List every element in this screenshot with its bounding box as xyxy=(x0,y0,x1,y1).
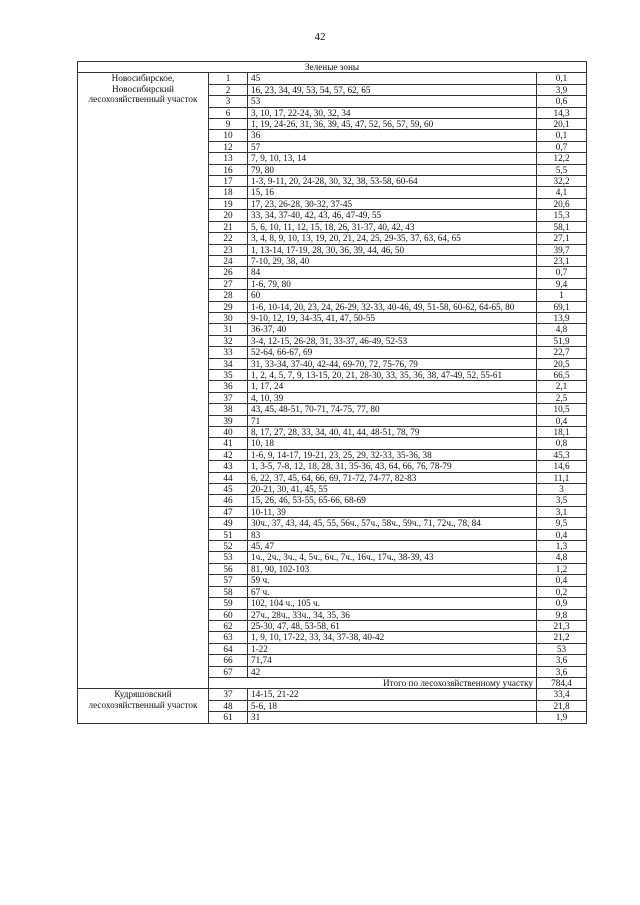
compartments-cell: 15, 26, 46, 53-55, 65-66, 68-69 xyxy=(248,495,537,506)
quarter-number-cell: 60 xyxy=(209,609,248,620)
compartments-cell: 3, 10, 17, 22-24, 30, 32, 34 xyxy=(248,107,537,118)
quarter-number-cell: 27 xyxy=(209,278,248,289)
area-value-cell: 22,7 xyxy=(537,347,587,358)
compartments-cell: 1, 19, 24-26, 31, 36, 39, 45, 47, 52, 56, 57, 59, 60 xyxy=(248,119,537,130)
area-value-cell: 0,1 xyxy=(537,73,587,84)
area-value-cell: 20,1 xyxy=(537,119,587,130)
compartments-cell: 52-64, 66-67, 69 xyxy=(248,347,537,358)
compartments-cell: 57 xyxy=(248,141,537,152)
compartments-cell: 6, 22, 37, 45, 64, 66, 69, 71-72, 74-77, 82-83 xyxy=(248,472,537,483)
compartments-cell: 71,74 xyxy=(248,655,537,666)
compartments-cell: 1-6, 10-14, 20, 23, 24, 26-29, 32-33, 40-46, 49, 51-58, 60-62, 64-65, 80 xyxy=(248,301,537,312)
area-value-cell: 11,1 xyxy=(537,472,587,483)
compartments-cell: 71 xyxy=(248,415,537,426)
area-value-cell: 39,7 xyxy=(537,244,587,255)
area-value-cell: 3,6 xyxy=(537,666,587,677)
area-value-cell: 23,1 xyxy=(537,255,587,266)
compartments-cell: 36 xyxy=(248,130,537,141)
quarter-number-cell: 52 xyxy=(209,541,248,552)
quarter-number-cell: 57 xyxy=(209,575,248,586)
compartments-cell: 1-6, 79, 80 xyxy=(248,278,537,289)
area-value-cell: 0,4 xyxy=(537,529,587,540)
area-value-cell: 9,8 xyxy=(537,609,587,620)
compartments-cell: 45 xyxy=(248,73,537,84)
area-value-cell: 3,6 xyxy=(537,655,587,666)
compartments-cell: 4, 10, 39 xyxy=(248,392,537,403)
quarter-number-cell: 3 xyxy=(209,96,248,107)
quarter-number-cell: 36 xyxy=(209,381,248,392)
area-value-cell: 9,5 xyxy=(537,518,587,529)
quarter-number-cell: 6 xyxy=(209,107,248,118)
total-value-cell: 784,4 xyxy=(537,677,587,688)
quarter-number-cell: 58 xyxy=(209,586,248,597)
section-title: Зеленые зоны xyxy=(78,62,587,73)
area-value-cell: 2,1 xyxy=(537,381,587,392)
compartments-cell: 8, 17, 27, 28, 33, 34, 40, 41, 44, 48-51, 78, 79 xyxy=(248,427,537,438)
quarter-number-cell: 28 xyxy=(209,290,248,301)
quarter-number-cell: 16 xyxy=(209,164,248,175)
quarter-number-cell: 34 xyxy=(209,358,248,369)
area-value-cell: 2,5 xyxy=(537,392,587,403)
quarter-number-cell: 20 xyxy=(209,210,248,221)
compartments-cell: 59 ч. xyxy=(248,575,537,586)
quarter-number-cell: 35 xyxy=(209,369,248,380)
compartments-cell: 1-6, 9, 14-17, 19-21, 23, 25, 29, 32-33, 35-36, 38 xyxy=(248,449,537,460)
area-value-cell: 14,6 xyxy=(537,461,587,472)
area-value-cell: 53 xyxy=(537,643,587,654)
area-value-cell: 1,9 xyxy=(537,712,587,723)
area-value-cell: 1,3 xyxy=(537,541,587,552)
area-value-cell: 4,8 xyxy=(537,552,587,563)
compartments-cell: 25-30, 47, 48, 53-58, 61 xyxy=(248,620,537,631)
quarter-number-cell: 30 xyxy=(209,312,248,323)
compartments-cell: 31, 33-34, 37-40, 42-44, 69-70, 72, 75-76, 79 xyxy=(248,358,537,369)
compartments-cell: 31 xyxy=(248,712,537,723)
quarter-number-cell: 46 xyxy=(209,495,248,506)
quarter-number-cell: 9 xyxy=(209,119,248,130)
quarter-number-cell: 13 xyxy=(209,153,248,164)
compartments-cell: 67 ч. xyxy=(248,586,537,597)
compartments-cell: 3-4, 12-15, 26-28, 31, 33-37, 46-49, 52-53 xyxy=(248,335,537,346)
quarter-number-cell: 63 xyxy=(209,632,248,643)
quarter-number-cell: 59 xyxy=(209,598,248,609)
compartments-cell: 17, 23, 26-28, 30-32, 37-45 xyxy=(248,198,537,209)
quarter-number-cell: 19 xyxy=(209,198,248,209)
compartments-cell: 81, 90, 102-103 xyxy=(248,563,537,574)
compartments-cell: 36-37, 40 xyxy=(248,324,537,335)
quarter-number-cell: 10 xyxy=(209,130,248,141)
quarter-number-cell: 22 xyxy=(209,233,248,244)
area-value-cell: 0,9 xyxy=(537,598,587,609)
compartments-cell: 45, 47 xyxy=(248,541,537,552)
compartments-cell: 9-10, 12, 19, 34-35, 41, 47, 50-55 xyxy=(248,312,537,323)
compartments-cell: 10, 18 xyxy=(248,438,537,449)
quarter-number-cell: 12 xyxy=(209,141,248,152)
quarter-number-cell: 67 xyxy=(209,666,248,677)
compartments-cell: 1, 13-14, 17-19, 28, 30, 36, 39, 44, 46, 50 xyxy=(248,244,537,255)
area-value-cell: 18,1 xyxy=(537,427,587,438)
area-value-cell: 10,5 xyxy=(537,404,587,415)
total-label-cell: Итого по лесохозяйственному участку xyxy=(209,677,537,688)
quarter-number-cell: 64 xyxy=(209,643,248,654)
area-value-cell: 5,5 xyxy=(537,164,587,175)
area-value-cell: 3,5 xyxy=(537,495,587,506)
area-value-cell: 0,4 xyxy=(537,575,587,586)
quarter-number-cell: 40 xyxy=(209,427,248,438)
compartments-cell: 5-6, 18 xyxy=(248,700,537,711)
quarter-number-cell: 38 xyxy=(209,404,248,415)
area-name-cell: Кудряшовский лесохозяйственный участок xyxy=(78,689,209,723)
page-number: 42 xyxy=(314,31,326,43)
area-value-cell: 0,6 xyxy=(537,96,587,107)
area-value-cell: 20,6 xyxy=(537,198,587,209)
compartments-cell: 7-10, 29, 38, 40 xyxy=(248,255,537,266)
section-header-row xyxy=(78,62,587,73)
area-value-cell: 21,8 xyxy=(537,700,587,711)
area-value-cell: 27,1 xyxy=(537,233,587,244)
area-value-cell: 1 xyxy=(537,290,587,301)
table-row xyxy=(78,689,587,700)
compartments-cell: 1-22 xyxy=(248,643,537,654)
quarter-number-cell: 32 xyxy=(209,335,248,346)
area-value-cell: 13,9 xyxy=(537,312,587,323)
quarter-number-cell: 31 xyxy=(209,324,248,335)
compartments-cell: 1, 9, 10, 17-22, 33, 34, 37-38, 40-42 xyxy=(248,632,537,643)
compartments-cell: 1-3, 9-11, 20, 24-28, 30, 32, 38, 53-58, 60-64 xyxy=(248,176,537,187)
quarter-number-cell: 18 xyxy=(209,187,248,198)
compartments-cell: 10-11, 39 xyxy=(248,506,537,517)
compartments-cell: 30ч., 37, 43, 44, 45, 55, 56ч., 57ч., 58ч., 59ч., 71, 72ч., 78, 84 xyxy=(248,518,537,529)
area-value-cell: 0,7 xyxy=(537,267,587,278)
table-row xyxy=(78,73,587,84)
compartments-cell: 7, 9, 10, 13, 14 xyxy=(248,153,537,164)
area-value-cell: 32,2 xyxy=(537,176,587,187)
area-value-cell: 15,3 xyxy=(537,210,587,221)
quarter-number-cell: 56 xyxy=(209,563,248,574)
forest-quarters-table xyxy=(77,61,587,724)
compartments-cell: 33, 34, 37-40, 42, 43, 46, 47-49, 55 xyxy=(248,210,537,221)
quarter-number-cell: 53 xyxy=(209,552,248,563)
compartments-cell: 42 xyxy=(248,666,537,677)
quarter-number-cell: 47 xyxy=(209,506,248,517)
compartments-cell: 16, 23, 34, 49, 53, 54, 57, 62, 65 xyxy=(248,84,537,95)
compartments-cell: 53 xyxy=(248,96,537,107)
quarter-number-cell: 29 xyxy=(209,301,248,312)
area-value-cell: 0,8 xyxy=(537,438,587,449)
compartments-cell: 5, 6, 10, 11, 12, 15, 18, 26, 31-37, 40, 42, 43 xyxy=(248,221,537,232)
area-value-cell: 21,2 xyxy=(537,632,587,643)
area-value-cell: 4,8 xyxy=(537,324,587,335)
compartments-cell: 84 xyxy=(248,267,537,278)
compartments-cell: 3, 4, 8, 9, 10, 13, 19, 20, 21, 24, 25, 29-35, 37, 63, 64, 65 xyxy=(248,233,537,244)
area-value-cell: 51,9 xyxy=(537,335,587,346)
quarter-number-cell: 39 xyxy=(209,415,248,426)
compartments-cell: 15, 16 xyxy=(248,187,537,198)
compartments-cell: 1ч., 2ч., 3ч., 4, 5ч., 6ч., 7ч., 16ч., 17ч., 38-39, 43 xyxy=(248,552,537,563)
area-name-cell: Новосибирское, Новосибирский лесохозяйственный участок xyxy=(78,73,209,689)
area-value-cell: 3,9 xyxy=(537,84,587,95)
quarter-number-cell: 51 xyxy=(209,529,248,540)
compartments-cell: 60 xyxy=(248,290,537,301)
area-value-cell: 0,1 xyxy=(537,130,587,141)
quarter-number-cell: 45 xyxy=(209,484,248,495)
quarter-number-cell: 23 xyxy=(209,244,248,255)
area-value-cell: 3,1 xyxy=(537,506,587,517)
area-value-cell: 12,2 xyxy=(537,153,587,164)
quarter-number-cell: 61 xyxy=(209,712,248,723)
area-value-cell: 45,3 xyxy=(537,449,587,460)
quarter-number-cell: 21 xyxy=(209,221,248,232)
area-value-cell: 3 xyxy=(537,484,587,495)
quarter-number-cell: 48 xyxy=(209,700,248,711)
quarter-number-cell: 42 xyxy=(209,449,248,460)
area-value-cell: 69,1 xyxy=(537,301,587,312)
compartments-cell: 1, 3-5, 7-8, 12, 18, 28, 31, 35-36, 43, 64, 66, 76, 78-79 xyxy=(248,461,537,472)
compartments-cell: 79, 80 xyxy=(248,164,537,175)
quarter-number-cell: 1 xyxy=(209,73,248,84)
quarter-number-cell: 66 xyxy=(209,655,248,666)
compartments-cell: 1, 17, 24 xyxy=(248,381,537,392)
quarter-number-cell: 37 xyxy=(209,392,248,403)
area-value-cell: 0,4 xyxy=(537,415,587,426)
area-value-cell: 9,4 xyxy=(537,278,587,289)
area-value-cell: 66,5 xyxy=(537,369,587,380)
compartments-cell: 83 xyxy=(248,529,537,540)
area-value-cell: 0,7 xyxy=(537,141,587,152)
quarter-number-cell: 33 xyxy=(209,347,248,358)
quarter-number-cell: 2 xyxy=(209,84,248,95)
quarter-number-cell: 17 xyxy=(209,176,248,187)
area-value-cell: 1,2 xyxy=(537,563,587,574)
area-value-cell: 58,1 xyxy=(537,221,587,232)
compartments-cell: 27ч., 28ч., 33ч., 34, 35, 36 xyxy=(248,609,537,620)
quarter-number-cell: 44 xyxy=(209,472,248,483)
area-value-cell: 21,3 xyxy=(537,620,587,631)
quarter-number-cell: 37 xyxy=(209,689,248,700)
area-value-cell: 0,2 xyxy=(537,586,587,597)
area-value-cell: 14,3 xyxy=(537,107,587,118)
quarter-number-cell: 41 xyxy=(209,438,248,449)
area-value-cell: 20,5 xyxy=(537,358,587,369)
compartments-cell: 20-21, 30, 41, 45, 55 xyxy=(248,484,537,495)
compartments-cell: 14-15, 21-22 xyxy=(248,689,537,700)
quarter-number-cell: 26 xyxy=(209,267,248,278)
quarter-number-cell: 43 xyxy=(209,461,248,472)
area-value-cell: 4,1 xyxy=(537,187,587,198)
quarter-number-cell: 62 xyxy=(209,620,248,631)
quarter-number-cell: 49 xyxy=(209,518,248,529)
compartments-cell: 43, 45, 48-51, 70-71, 74-75, 77, 80 xyxy=(248,404,537,415)
compartments-cell: 102, 104 ч., 105 ч. xyxy=(248,598,537,609)
quarter-number-cell: 24 xyxy=(209,255,248,266)
area-value-cell: 33,4 xyxy=(537,689,587,700)
compartments-cell: 1, 2, 4, 5, 7, 9, 13-15, 20, 21, 28-30, 33, 35, 36, 38, 47-49, 52, 55-61 xyxy=(248,369,537,380)
